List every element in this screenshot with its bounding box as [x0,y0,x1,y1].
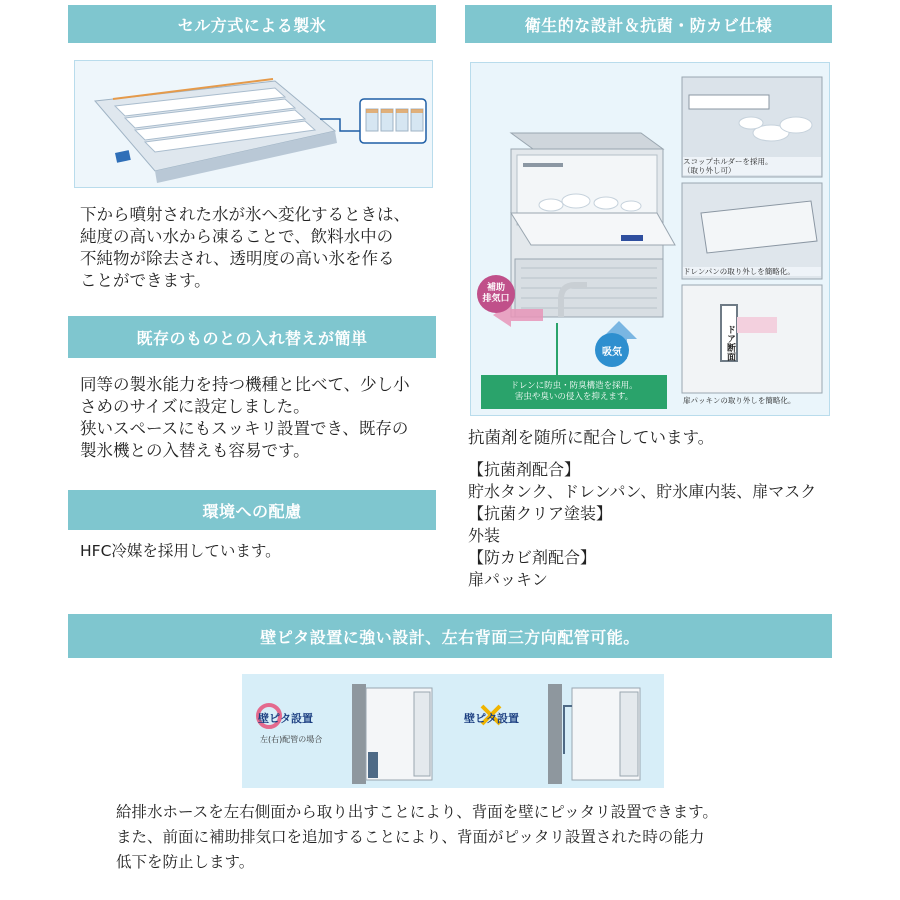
cell-ice-illustration [74,60,433,188]
ice-machine-diagram [471,63,829,415]
section-header-hygiene: 衛生的な設計＆抗菌・防カビ仕様 [465,5,832,43]
intake-badge: 吸気 [595,333,629,367]
wall-label-ok: 壁ピタ設置 [258,712,313,725]
wall-description: 給排水ホースを左右側面から取り出すことにより、背面を壁にピッタリ設置できます。 また、前面に補助排気口を追加することにより、背面がピッタリ設置された時の能力 低下を防止します。 [116,803,718,871]
wall-install-diagram [242,674,664,788]
wall-install-illustration [242,674,664,788]
section-header-replace: 既存のものとの入れ替えが簡単 [68,316,436,358]
section-header-wall: 壁ピタ設置に強い設計、左右背面三方向配管可能。 [68,614,832,658]
callout-drain-pan: ドレンパンの取り外しを簡略化。 [683,267,821,276]
wall-label-ng: 壁ピタ設置 [464,712,519,725]
callout-gasket: 扉パッキンの取り外しを簡略化。 [683,396,796,405]
exhaust-badge: 補助 排気口 [477,275,515,313]
callout-scoop-holder: スコップホルダーを採用。 （取り外し可） [683,157,821,175]
antibacterial-lead: 抗菌剤を随所に配合しています。 [468,428,715,447]
drain-note-box: ドレンに防虫・防臭構造を採用。 害虫や臭いの侵入を抑えます。 [481,375,667,409]
section-header-env: 環境への配慮 [68,490,436,530]
wall-sublabel-ok: 左(右)配管の場合 [260,735,323,744]
hygiene-illustration [470,62,830,416]
replace-description: 同等の製氷能力を持つ機種と比べて、少し小 さめのサイズに設定しました。 狭いスペースにもスッキリ設置でき、既存の 製氷機との入替えも容易です。 [80,375,410,460]
cell-description: 下から噴射された水が氷へ変化するときは、 純度の高い水から凍ることで、飲料水中の 不純物が除去され、透明度の高い氷を作る ことができます。 [80,205,410,290]
ice-tray-diagram [75,61,432,187]
section-header-cell: セル方式による製氷 [68,5,436,43]
antibacterial-list: 【抗菌剤配合】 貯水タンク、ドレンパン、貯氷庫内装、扉マスク 【抗菌クリア塗装】 外装 【防カビ剤配合】 扉パッキン [468,460,817,589]
env-description: HFC冷媒を採用しています。 [80,542,281,560]
callout-door-section: ドア断面 [725,325,735,361]
